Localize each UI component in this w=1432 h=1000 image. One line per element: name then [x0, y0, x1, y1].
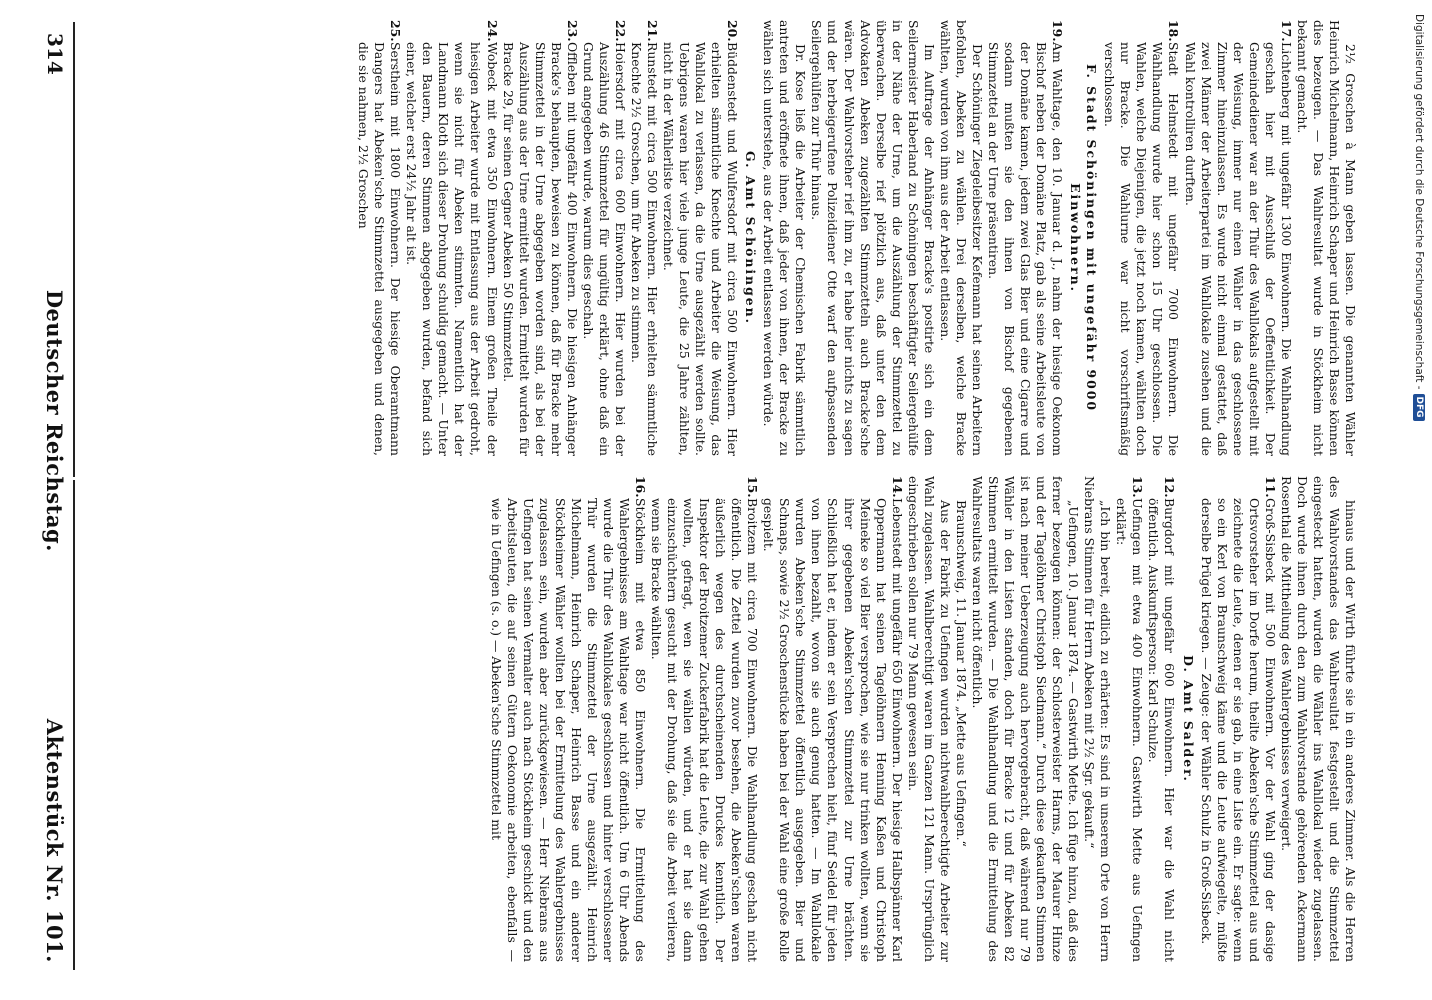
entry-number: 16.	[632, 476, 648, 498]
paragraph: Aus der Fabrik zu Uefingen wurden nichtwahlberechtigte Arbeiter zur Wahl zugelassen. Wahlberechtigt waren im Ganzen 121 Mann. Ursprünglich eingeschrieben sollen nur 79 Mann gewesen sein.	[905, 476, 953, 962]
entry-number: 19.	[1050, 20, 1066, 42]
entry-text: Am Wahltage, den 10. Januar d. J., nahm der hiesige Oekonom Bischof neben der Domäne Platz, gab als seine Arbeitsleute von der Domäne kamen, jedem zwei Glas Bier und eine Cigarre und sodann mußten sie den ihnen von Bischof gegebenen Stimmzettel an der Urne präsentiren.	[985, 42, 1066, 456]
numbered-entry	[1145, 476, 1177, 962]
numbered-entry	[1198, 476, 1278, 962]
paragraph: Dr. Kose ließ die Arbeiter der Chemischen Fabrik sämmtlich antreten und eröffnete ihnen, daß jeder von ihnen, der Bracke zu wählen sich unterstehe, aus der Arbeit entlassen werden würde.	[761, 20, 809, 456]
entry-number: 14.	[889, 476, 905, 498]
entry-number: 24.	[484, 20, 500, 42]
paragraph: Der Schöninger Ziegeleibesitzer Kefemann hat seinen Arbeitern befohlen, Abeken zu wählen. Drei derselben, welche Bracke wählten, wurden von ihm aus der Arbeit entlassen.	[937, 20, 985, 456]
page-number: 314	[43, 33, 67, 75]
paragraph: „Uefingen, 10. Januar 1874. — Gastwirth Mette. Ich füge hinzu, daß dies ferner bezeugen können: der Schlosterweister Harms, der Maurer Hinze und der Tagelöhner Christoph Siedmann.“ Durch diese gekauften Stimmen ist nach meiner Ueberzeugung auch hervorgebracht, daß während nur 79 Wähler in den Listen standen, doch für Bracke 12 und für Abeken 82 Stimmen ermittelt wurden. — Die Wahlhandlung und die Ermittelung des Wahlresultats waren nicht öffentlich.	[969, 476, 1082, 962]
entry-number: 25.	[388, 20, 404, 42]
paragraph: Braunschweig, 11. Januar 1874. „Mette aus Uefingen.“	[953, 500, 969, 847]
entry-text: Serstheim mit 1800 Einwohnern. Der hiesige Oberamtmann Dangers hat Abeken'sche Stimmzettel ausgegeben und denen, die sie nahmen, 2½ Groschen	[356, 42, 404, 456]
entry-text: Stadt Helmstedt mit ungefähr 7000 Einwohnern. Die Wahlhandlung wurde hier schon 15 Uhr geschlossen. Die Wahlen, welche Diejenigen, die jetzt noch kamen, wählten doch nur Bracke. Die Wahlurne war nicht vorschriftsmäßig verschlossen.	[1102, 42, 1182, 456]
credit-text: Digitalisierung gefördert durch die Deutsche Forschungsgemeinschaft -	[1413, 14, 1425, 390]
numbered-entry	[487, 476, 647, 962]
document-title: Aktenstück Nr. 101.	[42, 718, 68, 963]
entry-number: 12.	[1162, 476, 1178, 498]
entry-number: 13.	[1130, 476, 1146, 498]
section-heading: D. Amt Salder.	[1180, 655, 1196, 783]
entry-number: 18.	[1166, 20, 1182, 42]
entry-text: Hoiersdorf mit circa 600 Einwohnern. Hier wurden bei der Auszählung 46 Stimmzettel für ungültig erklärt, ohne daß ein Grund angegeben wurde, warum dies geschah.	[580, 42, 628, 456]
left-text-column	[68, 476, 1358, 962]
dfg-logo: DFG	[1413, 394, 1425, 421]
entry-text: Runstedt mit circa 500 Einwohnern. Hier erhielten sämmtliche Knechte 2½ Groschen, um für Abeken zu stimmen.	[628, 42, 660, 456]
section-heading: G. Amt Schöningen.	[743, 151, 759, 325]
numbered-entry	[628, 20, 660, 456]
numbered-entry	[355, 20, 403, 456]
section-heading: F. Stadt Schöningen mit ungefähr 9000 Einwohnern.	[1068, 63, 1100, 413]
entry-text: Uefingen mit etwa 400 Einwohnern. Gastwirth Mette aus Uefingen erklärt:	[1114, 498, 1146, 962]
numbered-entry	[760, 476, 904, 962]
numbered-entry	[403, 20, 499, 456]
numbered-entry	[648, 476, 760, 962]
paragraph: Im Auftrage der Anhänger Bracke's postirte sich ein dem Seilermeister Haberland zu Schöningen beschäftigter Seilergehülfe in der Nähe der Urne, um die Auszählung der Stimmzettel zu überwachen. Derselbe rief plötzlich aus, daß unter den dem Advokaten Abeken zugezählten Stimmzetteln auch Bracke'sche wären. Der Wahlvorsteher rief ihm zu, er habe hier nichts zu sagen und der herbeigerufene Polizeidiener Otte warf den aufpassenden Seilergehülfen zur Thür hinaus.	[809, 20, 937, 456]
numbered-entry	[660, 20, 740, 456]
numbered-entry	[985, 20, 1065, 456]
entry-text: Groß-Sisbeck mit 500 Einwohnern. Vor der Wahl ging der dasige Ortsvorsteher im Dorfe herum, theilte Abeken'sche Stimmzettel aus und zeichnete die Leute, denen er sie gab, in eine Liste ein. Er sagte: wenn so ein Kerl von Braunschweig käme und die Leute aufwiegelte, müßte derselbe Prügel kriegen. — Zeuge: der Wähler Schulz in Groß-Sisbeck.	[1198, 498, 1278, 962]
digitization-credit	[1410, 14, 1428, 984]
journal-title: Deutscher Reichstag.	[42, 289, 68, 552]
entry-text: Stöckheim mit etwa 850 Einwohnern. Die Ermittelung des Wahlergebnisses am Wahltage war nicht öffentlich. Um 6 Uhr Abends wurde die Thür des Wahllokales geschlossen und hinter verschlossener Thür wurden die Stimmzettel der Urne ausgezählt. Heinrich Michelmann, Heinrich Schaper, Heinrich Basse und ein anderer Stöckheimer Wähler wollten bei der Ermittelung des Wahlergebnisses zugelassen sein, wurden aber zurückgewiesen. — Herr Niebrans aus Uefingen hat seinen Vermalter auch nach Stöckheim geschickt und den Arbeitsleuten, die auf seinen Gütern Oekonomie arbeiten, ebenfalls — wie in Uefingen (s. o.) — Abeken'sche Stimmzettel mit	[488, 498, 648, 962]
numbered-entry	[1113, 476, 1145, 962]
paragraph: hinaus und der Wirth führte sie in ein anderes Zimmer. Als die Herren des Wahlvorstandes das Wahlresultat festgestellt und die Stimmzettel eingesteckt hatten, wurden die Wähler ins Wahllokal wieder zugelassen. Doch wurde ihnen durch den zum Wahlvorstande gehörenden Ackermann Rosenthal die Mittheilung des Wahlergebnisses verweigert.	[1278, 476, 1358, 962]
entry-text: Broitzem mit circa 700 Einwohnern. Die Wahlhandlung geschah nicht öffentlich. Die Zettel wurden zuvor besehen, die Abeken'schen waren äußerlich wegen des durchscheinenden Druckes kenntlich. Der Inspektor der Broitzemer Zuckerfabrik hat die Leute, die zur Wahl gehen wollten, gefragt, wen sie wählen würden, und er hat sie dann einzuschüchtern gesucht mit der Drohung, daß sie die Arbeit verlieren, wenn sie Bracke wählten.	[648, 498, 761, 962]
entry-number: 21.	[644, 20, 660, 42]
paragraph: 2½ Groschen à Mann geben lassen. Die genannten Wähler Heinrich Michelmann, Heinrich Schaper und Heinrich Basse können dies bezeugen. — Das Wahlresultat wurde in Stöckheim nicht bekannt gemacht.	[1294, 20, 1358, 456]
entry-number: 11.	[1262, 476, 1278, 498]
entry-text: Büddenstedt und Wulfersdorf mit circa 500 Einwohnern. Hier erhielten sämmtliche Knechte und Arbeiter die Weisung, das Wahllokal zu verlassen, da die Urne ausgezählt werden sollte. Uebrigens waren hier viele junge Leute, die 25 Jahre zählten, nicht in der Wählerliste verzeichnet.	[661, 42, 741, 456]
entry-text: Lichtenberg mit ungefähr 1300 Einwohnern. Die Wahlhandlung geschah hier mit Ausschluß der Oeffentlichkeit. Der Gemeindediener war an der Thür des Wahllokals aufgestellt mit der Weisung, immer nur einen Wähler in das geschlossene Zimmer hineinzulassen. Es wurde nicht einmal gestattet, daß zwei Männer der Arbeiterpartei im Wahllokale zusehen und die Wahl kontrolliren durften.	[1182, 42, 1294, 456]
entry-text: Offleben mit ungefähr 400 Einwohnern. Die hiesigen Anhänger Bracke's behaupten, beweisen zu können, daß für Bracke mehr Stimmzettel in der Urne abgegeben worden sind, als bei der Auszählung aus der Urne ermittelt wurden. Ermittelt wurden für Bracke 29, für seinen Gegner Abeken 50 Stimmzettel.	[500, 42, 580, 456]
entry-number: 20.	[725, 20, 741, 42]
entry-number: 15.	[745, 476, 761, 498]
numbered-entry	[1181, 20, 1293, 456]
entry-text: Wobeck mit etwa 350 Einwohnern. Einem großen Theile der hiesigen Arbeiter wurde mit Entlassung aus der Arbeit gedroht, wenn sie nicht für Abeken stimmten. Namentlich hat der Landmann Kloth sich dieser Drohung schuldig gemacht. — Unter den Bauern, deren Stimmen abgegeben wurden, befand sich einer, welcher erst 24½ Jahr alt ist.	[404, 42, 500, 456]
entry-number: 23.	[564, 20, 580, 42]
entry-number: 17.	[1278, 20, 1294, 42]
right-text-column	[68, 20, 1358, 456]
entry-text: Lebenstedt mit ungefähr 650 Einwohnern. Der hiesige Halbspänner Karl Oppermann hat seinen Tagelöhnern Henning Kaßen und Christoph Meineke so viel Bier versprochen, wie sie nur trinken wollten, wenn sie ihrer gegebenen Abeken'schen Stimmzettel zur Urne brächten. Schließlich hat er, indem er sein Versprechen hielt, fünf Seidel für jeden von ihnen bezahlt, wovon sie auch genug hatten. — Im Wahllokale wurden Abeken'sche Stimmzettel öffentlich ausgegeben. Bier und Schnaps, sowie 2½ Groschenstücke haben bei der Wahl eine große Rolle gespielt.	[761, 498, 905, 962]
entry-text: Burgdorf mit ungefähr 600 Einwohnern. Hier war die Wahl nicht öffentlich. Auskunftsperson: Karl Schulze.	[1146, 498, 1178, 962]
numbered-entry	[580, 20, 628, 456]
entry-number: 22.	[612, 20, 628, 42]
numbered-entry	[500, 20, 580, 456]
numbered-entry	[1101, 20, 1181, 456]
paragraph: „Ich bin bereit, eidlich zu erhärten: Es sind in unserem Orte von Herrn Niebrans Stimmen für Herrn Abeken mit 2½ Sgr. gekauft.“	[1082, 476, 1114, 962]
